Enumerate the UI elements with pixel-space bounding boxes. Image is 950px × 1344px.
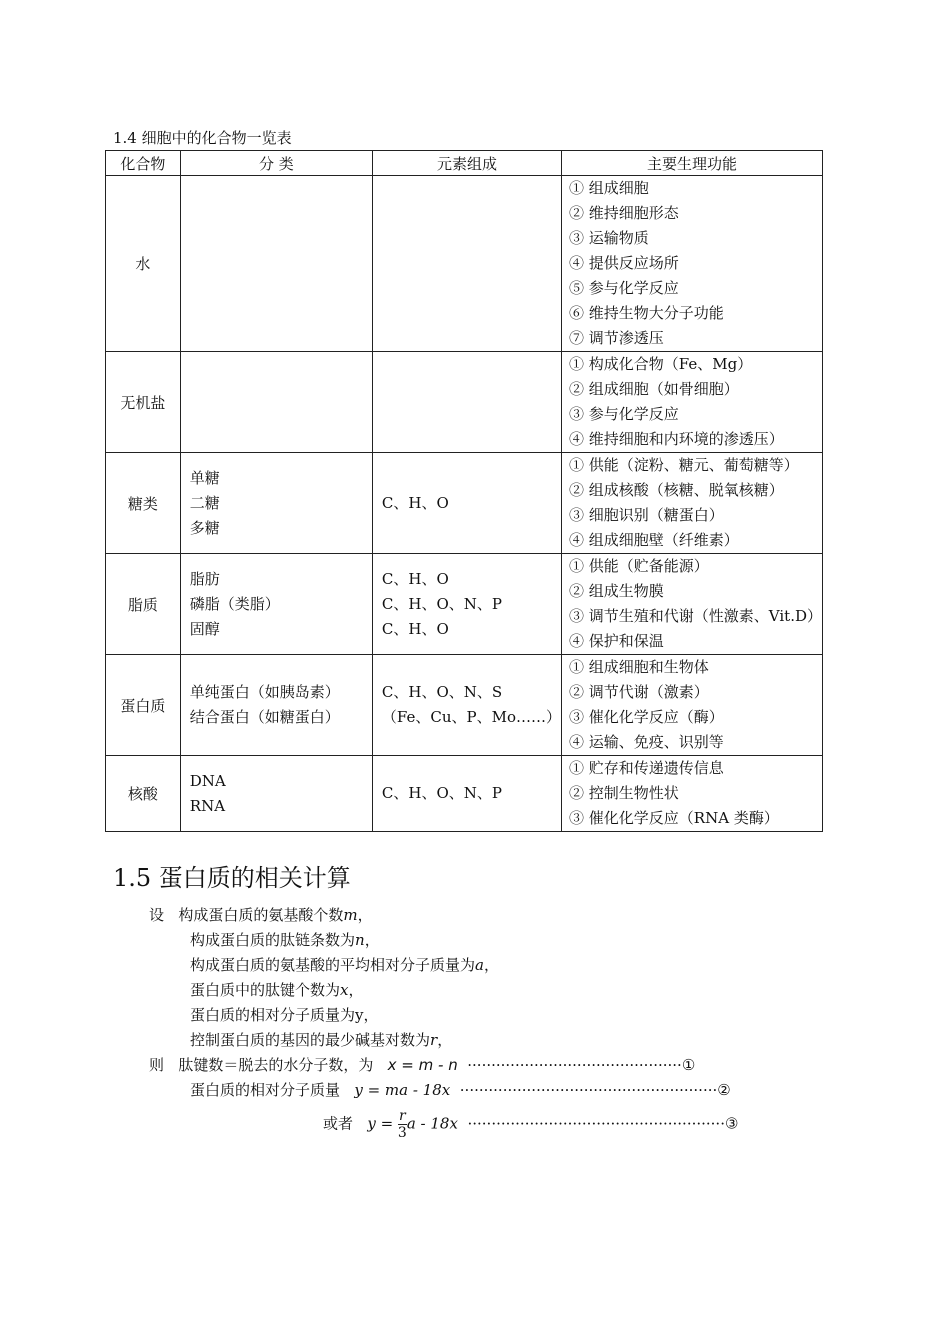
function-item: ① 组成细胞和生物体: [569, 658, 709, 676]
compound-cell: [106, 554, 181, 655]
functions-cell: [562, 453, 823, 554]
function-item: ③ 细胞识别（糖蛋白）: [569, 506, 724, 524]
then-word: 则: [149, 1056, 165, 1074]
leader-dots: ······················································: [459, 1081, 718, 1099]
function-item: ② 控制生物性状: [569, 784, 679, 802]
function-item: ④ 组成细胞壁（纤维素）: [569, 531, 739, 549]
function-item: ④ 提供反应场所: [569, 254, 679, 272]
element-item: C、H、O: [381, 493, 449, 512]
fraction-numerator: r: [399, 1108, 406, 1124]
elements-cell: [372, 655, 561, 756]
category-cell: [180, 655, 372, 756]
category-item: RNA: [189, 796, 226, 815]
compound-name: 水: [135, 255, 151, 273]
category-item: 固醇: [189, 619, 220, 638]
function-item: ① 构成化合物（Fe、Mg）: [569, 355, 753, 373]
category-item: 单糖: [189, 468, 220, 487]
function-item: ③ 催化化学反应（RNA 类酶）: [569, 809, 779, 827]
elements-cell: [372, 453, 561, 554]
category-item: 多糖: [189, 518, 220, 537]
equation-3-text: 或者: [323, 1114, 354, 1133]
element-item: C、H、O、N、P: [381, 784, 502, 802]
var-x: x: [340, 981, 349, 999]
equation-1-marker: ①: [681, 1056, 696, 1074]
function-item: ② 调节代谢（激素）: [569, 683, 709, 701]
def-protein-mass: 蛋白质的相对分子质量为: [190, 1006, 356, 1024]
def-peptide-bonds: 蛋白质中的肽键个数为: [190, 981, 341, 999]
table-row: [106, 756, 823, 832]
calc-line-4: [190, 980, 364, 1000]
element-item: C、H、O: [381, 619, 449, 638]
fraction-denominator: 3: [397, 1125, 407, 1141]
functions-cell: [562, 655, 823, 756]
punct: ，: [348, 981, 364, 999]
functions-cell: [562, 176, 823, 352]
category-item: 结合蛋白（如糖蛋白）: [189, 708, 340, 726]
calc-line-2: [190, 930, 380, 950]
function-item: ② 组成核酸（核糖、脱氧核糖）: [569, 481, 784, 499]
equation-1-text: 肽键数＝脱去的水分子数，为: [178, 1056, 374, 1074]
table-row: [106, 352, 823, 453]
punct: ，: [483, 956, 499, 974]
elements-cell: [372, 554, 561, 655]
category-item: 磷脂（类脂）: [189, 594, 280, 613]
table-row: [106, 176, 823, 352]
table-body: [106, 176, 823, 832]
compound-cell: [106, 453, 181, 554]
leader-dots: ······················································: [467, 1114, 725, 1133]
compound-cell: [106, 176, 181, 352]
function-item: ① 供能（淀粉、糖元、葡萄糖等）: [569, 456, 799, 474]
calc-line-3: [190, 955, 499, 975]
leader-dots: ·············································: [467, 1056, 682, 1074]
equation-2-text: 蛋白质的相对分子质量: [190, 1081, 341, 1099]
category-cell: [180, 756, 372, 832]
header-category: 分 类: [180, 151, 372, 176]
function-item: ② 组成细胞（如骨细胞）: [569, 380, 739, 398]
compound-name: 糖类: [127, 494, 158, 513]
set-word: 设: [149, 906, 165, 924]
compound-name: 无机盐: [120, 393, 166, 412]
function-item: ② 维持细胞形态: [569, 204, 679, 222]
function-item: ⑦ 调节渗透压: [569, 329, 664, 347]
compound-table: [105, 150, 823, 832]
category-item: 二糖: [189, 493, 220, 512]
equation-2-formula: y = ma - 18x: [354, 1081, 451, 1099]
function-item: ① 组成细胞: [569, 179, 649, 197]
equation-2-marker: ②: [717, 1081, 731, 1099]
function-item: ③ 调节生殖和代谢（性激素、Vit.D）: [569, 607, 822, 625]
elements-cell: [372, 352, 561, 453]
category-cell: [180, 352, 372, 453]
function-item: ③ 参与化学反应: [569, 405, 679, 423]
category-cell: [180, 176, 372, 352]
element-item: C、H、O、N、P: [381, 594, 502, 613]
table-caption: 1.4 细胞中的化合物一览表: [113, 129, 292, 147]
def-amino-count: 构成蛋白质的氨基酸个数: [178, 906, 344, 924]
def-base-pairs: 控制蛋白质的基因的最少碱基对数为: [190, 1031, 431, 1049]
calc-line-5: [190, 1005, 379, 1025]
function-item: ③ 运输物质: [569, 229, 649, 247]
header-compound: 化合物: [106, 151, 181, 176]
functions-cell: [562, 352, 823, 453]
function-item: ① 供能（贮备能源）: [569, 557, 709, 575]
equation-2: [190, 1080, 731, 1100]
equation-3: [323, 1108, 738, 1141]
section-title: 1.5 蛋白质的相关计算: [113, 864, 351, 892]
functions-cell: [562, 756, 823, 832]
def-avg-mass: 构成蛋白质的氨基酸的平均相对分子质量为: [190, 956, 476, 974]
element-item: C、H、O、N、S: [381, 683, 503, 701]
functions-cell: [562, 554, 823, 655]
punct: ，: [437, 1031, 453, 1049]
function-item: ④ 运输、免疫、识别等: [569, 733, 724, 751]
element-item: C、H、O: [381, 569, 449, 588]
table-row: [106, 453, 823, 554]
punct: ，: [357, 906, 373, 924]
function-item: ③ 催化化学反应（酶）: [569, 708, 724, 726]
equation-3-marker: ③: [724, 1114, 739, 1133]
compound-cell: [106, 352, 181, 453]
compound-name: 脂质: [127, 595, 158, 614]
function-item: ⑤ 参与化学反应: [569, 279, 679, 297]
punct: ，: [363, 1006, 379, 1024]
punct: ，: [364, 931, 380, 949]
function-item: ② 组成生物膜: [569, 582, 664, 600]
compound-cell: [106, 756, 181, 832]
equation-3-lhs: y =: [367, 1114, 394, 1133]
elements-cell: [372, 756, 561, 832]
calc-line-6: [190, 1030, 452, 1050]
category-item: DNA: [189, 771, 226, 790]
var-r: r: [430, 1031, 438, 1049]
category-cell: [180, 554, 372, 655]
header-elements: 元素组成: [372, 151, 561, 176]
function-item: ① 贮存和传递遗传信息: [569, 759, 724, 777]
var-y: y: [355, 1006, 364, 1024]
elements-cell: [372, 176, 561, 352]
var-a: a: [475, 956, 484, 974]
category-cell: [180, 453, 372, 554]
compound-name: 核酸: [127, 785, 158, 803]
fraction: [398, 1108, 407, 1141]
equation-1-formula: x = m - n: [387, 1056, 458, 1074]
function-item: ④ 维持细胞和内环境的渗透压）: [569, 430, 784, 448]
compound-cell: [106, 655, 181, 756]
function-item: ⑥ 维持生物大分子功能: [569, 304, 724, 322]
compound-name: 蛋白质: [120, 696, 166, 715]
table-header-row: [106, 151, 823, 176]
def-chain-count: 构成蛋白质的肽链条数为: [190, 931, 356, 949]
equation-3-rhs: a - 18x: [406, 1114, 458, 1133]
equation-1: [149, 1055, 695, 1075]
category-item: 单纯蛋白（如胰岛素）: [189, 683, 340, 701]
table-row: [106, 655, 823, 756]
var-n: n: [355, 931, 365, 949]
calc-line-1: [149, 905, 373, 925]
category-item: 脂肪: [189, 569, 220, 588]
table-row: [106, 554, 823, 655]
var-m: m: [343, 906, 358, 924]
header-functions: 主要生理功能: [562, 151, 823, 176]
function-item: ④ 保护和保温: [569, 632, 664, 650]
element-item: （Fe、Cu、P、Mo……）: [381, 708, 562, 726]
